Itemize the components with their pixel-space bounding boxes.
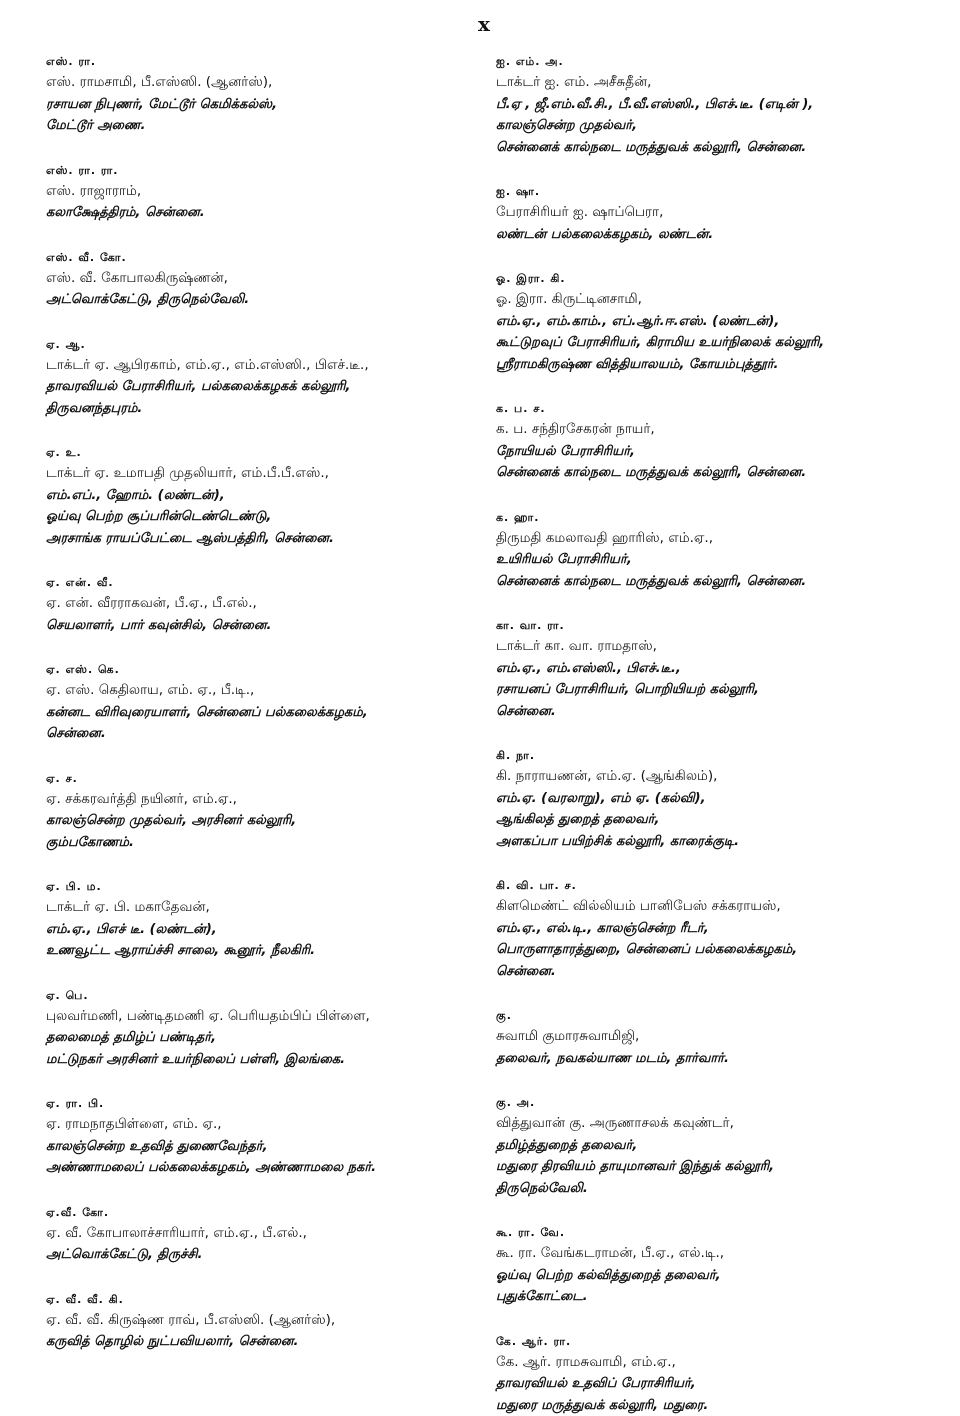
contributor-detail: செயலாளர், பார் கவுன்சில், சென்னை. — [46, 615, 486, 637]
contributor-detail: காலஞ்சென்ற முதல்வர், அரசினர் கல்லூரி, — [46, 810, 486, 832]
contributor-entry — [46, 337, 486, 420]
contributor-abbreviation: ஐ. எம். அ. — [496, 54, 946, 70]
contributor-detail: எம்.ஏ., எல்.டி., காலஞ்சென்ற ரீடர், — [496, 918, 946, 940]
left-column — [46, 54, 486, 1353]
contributor-name: வித்துவான் கு. அருணாசலக் கவுண்டர், — [496, 1113, 946, 1135]
contributor-entry — [46, 771, 486, 854]
contributor-abbreviation: ஏ. பி. ம. — [46, 879, 486, 895]
contributor-detail: உயிரியல் பேராசிரியர், — [496, 549, 946, 571]
contributor-abbreviation: ஏ. ச. — [46, 771, 486, 787]
contributor-name: டாக்டர் ஐ. எம். அசீசுதீன், — [496, 72, 946, 94]
contributor-detail: திருவனந்தபுரம். — [46, 398, 486, 420]
contributor-abbreviation: கி. வி. பா. ச. — [496, 878, 946, 894]
contributor-detail: சென்னைக் கால்நடை மருத்துவக் கல்லூரி, சென்னை. — [496, 137, 946, 159]
contributor-detail: எம்.ஏ., எம்.எஸ்ஸி., பிஎச்.டீ., — [496, 658, 946, 680]
contributor-abbreviation: க. ப. ச. — [496, 401, 946, 417]
contributor-detail: சென்னைக் கால்நடை மருத்துவக் கல்லூரி, சென்னை. — [496, 462, 946, 484]
contributor-entry — [46, 54, 486, 137]
contributor-name: எஸ். ராஜாராம், — [46, 181, 486, 203]
contributor-abbreviation: ஏ.வீ. கோ. — [46, 1205, 486, 1221]
contributor-name: ஏ. ராமநாதபிள்ளை, எம். ஏ., — [46, 1114, 486, 1136]
contributor-entry — [496, 401, 946, 484]
contributor-detail: சென்னை. — [496, 961, 946, 983]
contributor-name: ஏ. எஸ். கெதிலாய, எம். ஏ., பீ.டி., — [46, 680, 486, 702]
contributor-detail: ஓய்வு பெற்ற சூப்பரின்டெண்டெண்டு, — [46, 506, 486, 528]
contributor-detail: மேட்டூர் அணை. — [46, 115, 486, 137]
contributor-detail: அட்வொக்கேட்டு, திருச்சி. — [46, 1244, 486, 1266]
contributor-detail: கூட்டுறவுப் பேராசிரியர், கிராமிய உயர்நிலைக் கல்லூரி, — [496, 332, 946, 354]
contributor-name: ஏ. வீ. வீ. கிருஷ்ண ராவ், பீ.எஸ்ஸி. (ஆனர்ஸ்), — [46, 1310, 486, 1332]
page-number: x — [478, 12, 490, 36]
contributor-detail: மட்டுநகர் அரசினர் உயர்நிலைப் பள்ளி, இலங்கை. — [46, 1049, 486, 1071]
contributor-detail: சென்னை. — [496, 701, 946, 723]
contributor-abbreviation: ஏ. வீ. வீ. கி. — [46, 1292, 486, 1308]
contributor-abbreviation: ஏ. ஆ. — [46, 337, 486, 353]
contributor-name: கூ. ரா. வேங்கடராமன், பீ.ஏ., எல்.டி., — [496, 1243, 946, 1265]
contributor-name: டாக்டர் ஏ. உமாபதி முதலியார், எம்.பீ.பீ.எஸ்., — [46, 463, 486, 485]
contributor-name: ஓ. இரா. கிருட்டினசாமி, — [496, 289, 946, 311]
contributor-detail: சென்னைக் கால்நடை மருத்துவக் கல்லூரி, சென்னை. — [496, 571, 946, 593]
contributor-detail: அரசாங்க ராயப்பேட்டை ஆஸ்பத்திரி, சென்னை. — [46, 528, 486, 550]
contributor-abbreviation: ஏ. உ. — [46, 445, 486, 461]
contributor-detail: புதுக்கோட்டை. — [496, 1286, 946, 1308]
contributor-entry — [46, 1096, 486, 1179]
contributor-name: டாக்டர் ஏ. பி. மகாதேவன், — [46, 897, 486, 919]
contributor-detail: அளகப்பா பயிற்சிக் கல்லூரி, காரைக்குடி. — [496, 831, 946, 853]
contributor-abbreviation: ஏ. பெ. — [46, 988, 486, 1004]
contributor-detail: சென்னை. — [46, 723, 486, 745]
contributor-detail: ரசாயனப் பேராசிரியர், பொறியியற் கல்லூரி, — [496, 679, 946, 701]
contributor-name: கிளமெண்ட் வில்லியம் பானிபேஸ் சக்கராயஸ், — [496, 896, 946, 918]
contributor-name: கே. ஆர். ராமசுவாமி, எம்.ஏ., — [496, 1352, 946, 1374]
contributor-abbreviation: ஐ. ஷா. — [496, 184, 946, 200]
contributor-detail: மதுரை திரவியம் தாயுமானவர் இந்துக் கல்லூரி, — [496, 1156, 946, 1178]
contributor-detail: பீ.ஏ , ஜீ.எம்.வீ.சி., பீ.வீ.எஸ்ஸி., பிஎச்.டீ. (எடின் ), — [496, 94, 946, 116]
contributor-detail: தலைவர், நவகல்யாண மடம், தார்வார். — [496, 1048, 946, 1070]
contributor-name: ஏ. என். வீரராகவன், பீ.ஏ., பீ.எல்., — [46, 593, 486, 615]
contributor-detail: தமிழ்த்துறைத் தலைவர், — [496, 1135, 946, 1157]
contributor-detail: அட்வொக்கேட்டு, திருநெல்வேலி. — [46, 289, 486, 311]
contributor-detail: கருவித் தொழில் நுட்பவியலார், சென்னை. — [46, 1331, 486, 1353]
contributor-entry — [496, 1225, 946, 1308]
contributor-entry — [496, 1008, 946, 1069]
contributor-detail: காலஞ்சென்ற உதவித் துணைவேந்தர், — [46, 1136, 486, 1158]
contributor-abbreviation: கு. அ. — [496, 1095, 946, 1111]
contributor-entry — [46, 662, 486, 745]
contributor-abbreviation: எஸ். ரா. ரா. — [46, 163, 486, 179]
contributor-abbreviation: க. ஹா. — [496, 510, 946, 526]
contributor-detail: ரசாயன நிபுணர், மேட்டூர் கெமிக்கல்ஸ், — [46, 94, 486, 116]
contributor-abbreviation: ஏ. என். வீ. — [46, 575, 486, 591]
contributor-abbreviation: எஸ். வீ. கோ. — [46, 250, 486, 266]
contributor-name: கி. நாராயணன், எம்.ஏ. (ஆங்கிலம்), — [496, 766, 946, 788]
contributor-name: புலவர்மணி, பண்டிதமணி ஏ. பெரியதம்பிப் பிள்ளை, — [46, 1006, 486, 1028]
contributor-entry — [496, 748, 946, 852]
contributor-entry — [496, 184, 946, 245]
contributor-entry — [46, 1205, 486, 1266]
contributor-abbreviation: கி. நா. — [496, 748, 946, 764]
contributor-detail: எம்.ஏ., எம்.காம்., எப்.ஆர்.ஈ.எஸ். (லண்டன்), — [496, 311, 946, 333]
contributor-name: திருமதி கமலாவதி ஹாரிஸ், எம்.ஏ., — [496, 528, 946, 550]
contributor-entry — [496, 54, 946, 158]
contributor-detail: நோயியல் பேராசிரியர், — [496, 441, 946, 463]
contributor-detail: மதுரை மருத்துவக் கல்லூரி, மதுரை. — [496, 1395, 946, 1416]
contributor-name: டாக்டர் ஏ. ஆபிரகாம், எம்.ஏ., எம்.எஸ்ஸி., பிஎச்.டீ., — [46, 355, 486, 377]
contributor-entry — [496, 510, 946, 593]
contributor-detail: ஆங்கிலத் துறைத் தலைவர், — [496, 809, 946, 831]
contributor-name: எஸ். வீ. கோபாலகிருஷ்ணன், — [46, 268, 486, 290]
contributor-abbreviation: கு. — [496, 1008, 946, 1024]
contributor-abbreviation: எஸ். ரா. — [46, 54, 486, 70]
contributor-abbreviation: கூ. ரா. வே. — [496, 1225, 946, 1241]
contributor-detail: தாவரவியல் பேராசிரியர், பல்கலைக்கழகக் கல்லூரி, — [46, 376, 486, 398]
contributor-detail: தலைமைத் தமிழ்ப் பண்டிதர், — [46, 1027, 486, 1049]
contributor-detail: ஸ்ரீராமகிருஷ்ண வித்தியாலயம், கோயம்புத்தூர். — [496, 354, 946, 376]
contributor-name: எஸ். ராமசாமி, பீ.எஸ்ஸி. (ஆனர்ஸ்), — [46, 72, 486, 94]
contributor-abbreviation: ஏ. ரா. பி. — [46, 1096, 486, 1112]
contributor-name: பேராசிரியர் ஐ. ஷாப்பெரா, — [496, 202, 946, 224]
contributor-detail: எம்.ஏ. (வரலாறு), எம் ஏ. (கல்வி), — [496, 788, 946, 810]
contributor-entry — [46, 445, 486, 549]
contributor-entry — [46, 250, 486, 311]
contributor-detail: எம்.ஏ., பிஎச் டீ. (லண்டன்), — [46, 919, 486, 941]
contributor-abbreviation: கே. ஆர். ரா. — [496, 1334, 946, 1350]
contributor-entry — [496, 878, 946, 982]
contributor-detail: அண்ணாமலைப் பல்கலைக்கழகம், அண்ணாமலை நகர். — [46, 1157, 486, 1179]
contributor-entry — [46, 879, 486, 962]
contributor-detail: எம்.எப்., ஹோம். (லண்டன்), — [46, 485, 486, 507]
contributor-abbreviation: ஏ. எஸ். கெ. — [46, 662, 486, 678]
right-column — [496, 54, 946, 1416]
contributor-detail: பொருளாதாரத்துறை, சென்னைப் பல்கலைக்கழகம், — [496, 939, 946, 961]
contributor-name: ஏ. சக்கரவர்த்தி நயினர், எம்.ஏ., — [46, 789, 486, 811]
contributor-detail: திருநெல்வேலி. — [496, 1178, 946, 1200]
contributor-entry — [46, 163, 486, 224]
contributor-detail: கும்பகோணம். — [46, 832, 486, 854]
contributor-name: சுவாமி குமாரசுவாமிஜி, — [496, 1026, 946, 1048]
contributor-entry — [496, 618, 946, 722]
contributor-detail: காலஞ்சென்ற முதல்வர், — [496, 115, 946, 137]
contributor-detail: கலாக்ஷேத்திரம், சென்னை. — [46, 202, 486, 224]
contributor-detail: ஓய்வு பெற்ற கல்வித்துறைத் தலைவர், — [496, 1265, 946, 1287]
contributor-entry — [496, 271, 946, 375]
contributor-detail: கன்னட விரிவுரையாளர், சென்னைப் பல்கலைக்கழகம், — [46, 702, 486, 724]
contributor-detail: உணவூட்ட ஆராய்ச்சி சாலை, கூனூர், நீலகிரி. — [46, 940, 486, 962]
contributor-entry — [46, 1292, 486, 1353]
contributor-abbreviation: கா. வா. ரா. — [496, 618, 946, 634]
contributor-entry — [46, 988, 486, 1071]
contributor-name: டாக்டர் கா. வா. ராமதாஸ், — [496, 636, 946, 658]
contributor-entry — [46, 575, 486, 636]
contributor-entry — [496, 1095, 946, 1199]
contributor-name: க. ப. சந்திரசேகரன் நாயர், — [496, 419, 946, 441]
contributor-detail: லண்டன் பல்கலைக்கழகம், லண்டன். — [496, 224, 946, 246]
contributor-detail: தாவரவியல் உதவிப் பேராசிரியர், — [496, 1373, 946, 1395]
contributor-name: ஏ. வீ. கோபாலாச்சாரியார், எம்.ஏ., பீ.எல்., — [46, 1223, 486, 1245]
contributor-entry — [496, 1334, 946, 1416]
contributor-abbreviation: ஓ. இரா. கி. — [496, 271, 946, 287]
